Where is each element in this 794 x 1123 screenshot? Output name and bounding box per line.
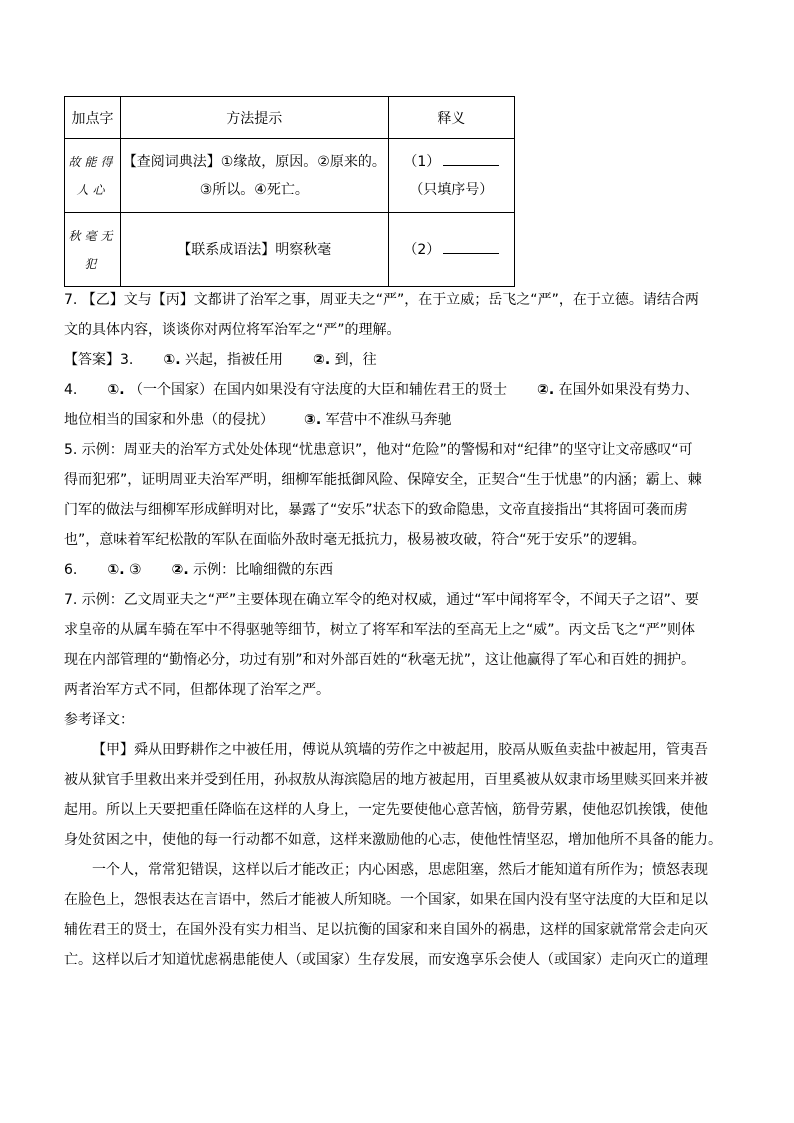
answer-7-line4: 两者治军方式不同，但都体现了治军之严。: [64, 682, 330, 698]
answer-6-num: 6.: [64, 562, 78, 578]
answer-3-mark2: ②.: [312, 352, 331, 368]
answer-3-mark1: ①.: [163, 352, 181, 368]
answer-5-line2: 得而犯邪”，证明周亚夫治军严明，细柳军能抵御风险、保障安全，正契合“生于忧患”的内涵；霸上、棘: [64, 472, 702, 488]
answer-7-line1: 7. 示例：乙文周亚夫之“严”主要体现在确立军令的绝对权威，通过“军中闻将军令，不闻天子之诏”、要: [64, 592, 699, 608]
answer-4-mark2: ②.: [536, 382, 555, 398]
answer-4-line2: [64, 405, 734, 435]
row2-method-cell: [120, 213, 388, 287]
table-row: [65, 139, 515, 213]
jia-line3: 起用。所以上天要把重任降临在这样的人身上，一定先要使他心意苦恼，筋骨劳累，使他忍饥挨饿，使他: [64, 802, 708, 818]
answer-5-line1: 5. 示例：周亚夫的治军方式处处体现“忧患意识”，他对“危险”的警惕和对“纪律”的坚守让文帝感叹“可: [64, 442, 693, 458]
question-7-line1: 7. 【乙】文与【丙】文都讲了治军之事，周亚夫之“严”，在于立威；岳飞之“严”，在于立德。请结合两: [64, 292, 699, 308]
row1-answer-label: （1）: [403, 153, 441, 170]
row1-char-cell: [65, 139, 121, 213]
answer-6-line: [64, 555, 734, 585]
answer-3-line: [64, 345, 734, 375]
reference-translation-title: 参考译文：: [64, 712, 134, 728]
answer-3-part1: 兴起，指被任用: [184, 352, 283, 368]
answer-5-line4: 也”，意味着军纪松散的军队在面临外敌时毫无抵抗力，极易被攻破，符合“死于安乐”的逻辑。: [64, 532, 646, 548]
table-header-row: [65, 97, 515, 139]
answer-3-prefix: 【答案】3.: [64, 352, 134, 368]
answer-4-mark1: ①.: [107, 382, 125, 398]
jia-line1: 【甲】舜从田野耕作之中被任用，傅说从筑墙的劳作之中被起用，胶鬲从贩鱼卖盐中被起用，管夷吾: [92, 742, 708, 758]
row1-answer-blank[interactable]: [443, 151, 499, 166]
answer-7-line2: 求皇帝的从属车骑在军中不得驱驰等细节，树立了将军和军法的至高无上之“威”。丙文岳飞之“严”则体: [64, 622, 696, 638]
row1-method-line1: 【查阅词典法】①缘故，原因。②原来的。: [122, 153, 386, 170]
para2-line1: 一个人，常常犯错误，这样以后才能改正；内心困惑，思虑阻塞，然后才能知道有所作为；愤怒表现: [92, 862, 708, 878]
row2-answer-line: [389, 236, 514, 264]
row2-char-cell: [65, 213, 121, 287]
answer-4-line1: [64, 375, 734, 405]
answer-6-mark1: ①.: [107, 562, 125, 578]
answer-7-line3: 现在内部管理的“勤惰必分，功过有别”和对外部百姓的“秋毫无扰”，这让他赢得了军心和百姓的拥护。: [64, 652, 696, 668]
row1-answer-note: （只填序号）: [409, 181, 494, 198]
header-method: 方法提示: [120, 97, 388, 139]
answer-6-mark2: ②.: [171, 562, 189, 578]
answer-6-part2: 示例：比喻细微的东西: [193, 562, 334, 578]
answer-3-part2: 到，往: [334, 352, 377, 368]
row1-method-cell: [120, 139, 388, 213]
row1-char: 故能得人心: [68, 154, 117, 197]
answer-5-line3: 门军的做法与细柳军形成鲜明对比，暴露了“安乐”状态下的致命隐患，文帝直接指出“其将固可袭而虏: [64, 502, 688, 518]
answer-4-part1: （一个国家）在国内如果没有守法度的大臣和辅佐君王的贤士: [128, 382, 507, 398]
answer-6-part1: ③: [128, 562, 142, 578]
row2-answer-blank[interactable]: [443, 239, 499, 254]
answer-4-part2: 在国外如果没有势力、: [558, 382, 699, 398]
header-meaning: 释义: [388, 97, 514, 139]
answer-4-cont: 地位相当的国家和外患（的侵扰）: [64, 412, 274, 428]
row1-answer-line: [389, 148, 514, 176]
jia-line4: 身处贫困之中，使他的每一行动都不如意，这样来激励他的心志，使他性情坚忍，增加他所不具备的能力。: [64, 832, 722, 848]
row1-answer-cell: [388, 139, 514, 213]
row1-method-line2: ③所以。④死亡。: [199, 181, 309, 198]
answer-4-part3: 军营中不准纵马奔驰: [325, 412, 452, 428]
row2-method-line1: 【联系成语法】明察秋毫: [177, 241, 332, 258]
row2-answer-cell: [388, 213, 514, 287]
answer-4-mark3: ③.: [304, 412, 322, 428]
jia-line2: 被从狱官手里救出来并受到任用，孙叔敖从海滨隐居的地方被起用，百里奚被从奴隶市场里赎买回来并被: [64, 772, 708, 788]
para2-line2: 在脸色上，怨恨表达在言语中，然后才能被人所知晓。一个国家，如果在国内没有坚守法度的大臣和足以: [64, 892, 708, 908]
table-row: [65, 213, 515, 287]
header-char: 加点字: [65, 97, 121, 139]
document-body: [64, 285, 734, 975]
para2-line4: 亡。这样以后才知道忧虑祸患能使人（或国家）生存发展，而安逸享乐会使人（或国家）走向灭亡的道理: [64, 952, 708, 968]
method-table: [64, 96, 515, 287]
answer-4-num: 4.: [64, 382, 78, 398]
para2-line3: 辅佐君王的贤士，在国外没有实力相当、足以抗衡的国家和来自国外的祸患，这样的国家就常常会走向灭: [64, 922, 708, 938]
row2-char: 秋毫无犯: [68, 228, 117, 271]
question-7-line2: 文的具体内容，谈谈你对两位将军治军之“严”的理解。: [64, 322, 401, 338]
row2-answer-label: （2）: [403, 241, 441, 258]
